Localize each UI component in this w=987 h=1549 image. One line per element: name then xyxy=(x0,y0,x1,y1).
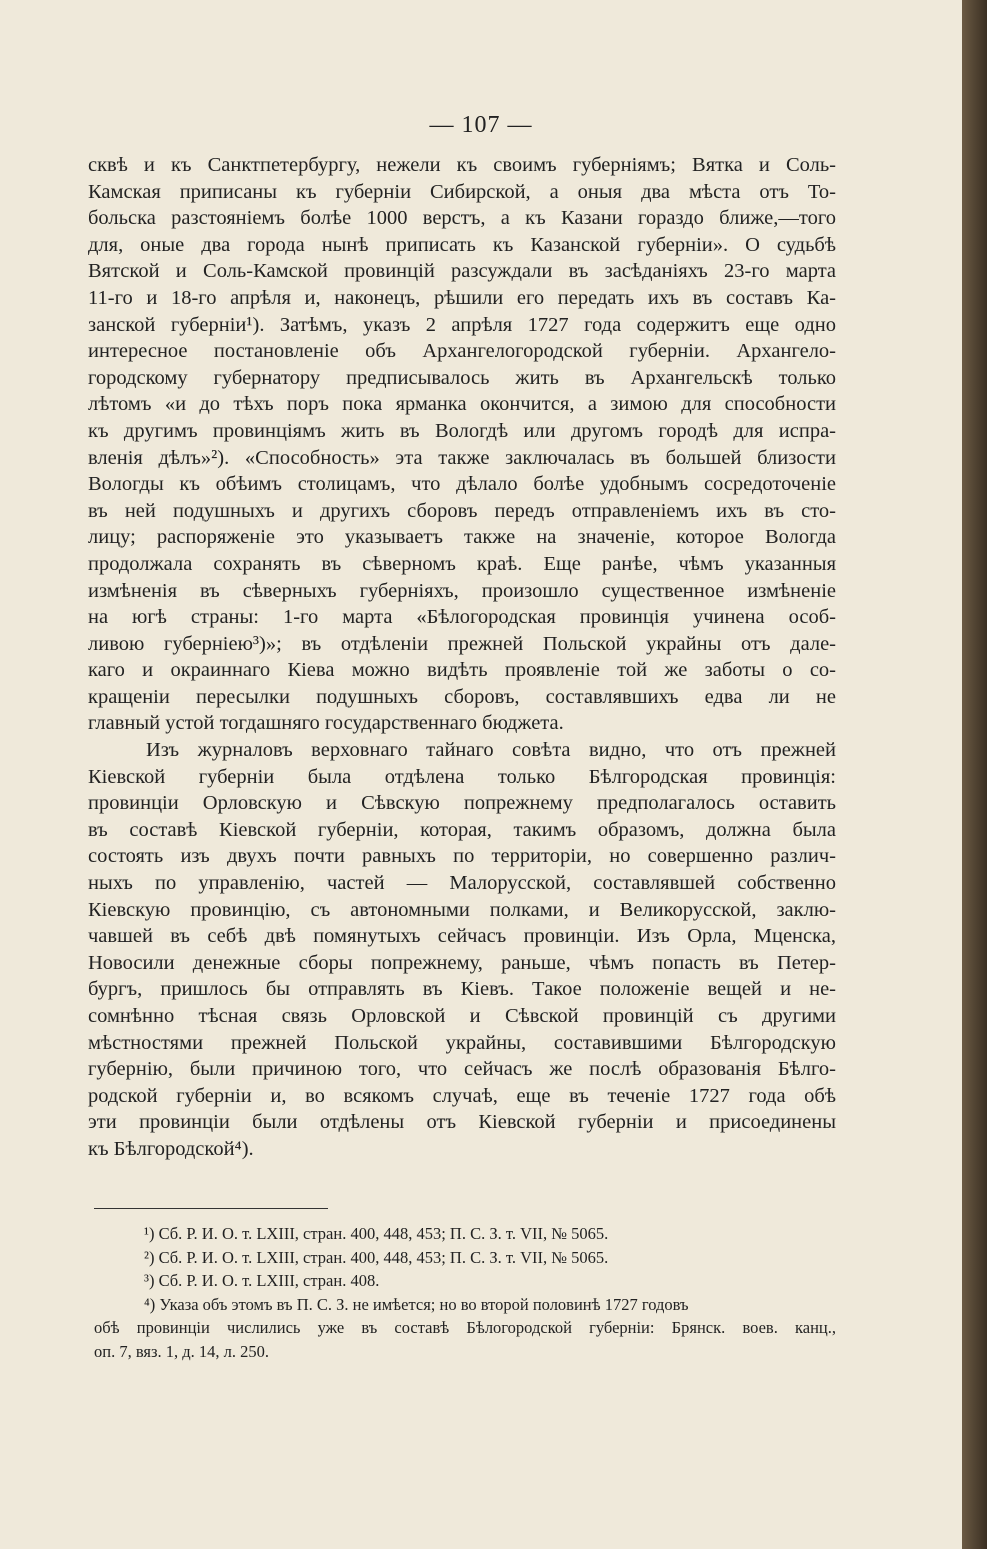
text-line: Изъ журналовъ верховнаго тайнаго совѣта видно, что отъ прежней xyxy=(146,739,836,762)
text-line: губернію, были причиною того, что сейчасъ же послѣ образованія Бѣлго- xyxy=(88,1058,836,1081)
footnote-divider xyxy=(94,1208,328,1209)
footnote: ²) Сб. Р. И. О. т. LXIII, стран. 400, 448, 453; П. С. З. т. VII, № 5065. xyxy=(144,1247,609,1267)
text-line: на югѣ страны: 1-го марта «Бѣлогородская провинція учинена особ- xyxy=(88,606,836,629)
text-line: бургъ, пришлось бы отправлять въ Кіевъ. Такое положеніе вещей и не- xyxy=(88,978,836,1001)
text-line: родской губерніи и, во всякомъ случаѣ, еще въ теченіе 1727 года обѣ xyxy=(88,1084,836,1107)
text-line: ливою губерніею³)»; въ отдѣленіи прежней Польской украйны отъ дале- xyxy=(88,632,836,655)
text-line: измѣненія въ сѣверныхъ губерніяхъ, произошло существенное измѣненіе xyxy=(88,579,836,602)
footnote: ¹) Сб. Р. И. О. т. LXIII, стран. 400, 448, 453; П. С. З. т. VII, № 5065. xyxy=(144,1224,609,1243)
text-line: состоять изъ двухъ почти равныхъ по территоріи, но совершенно различ- xyxy=(88,845,836,868)
footnote-continuation: обѣ провинціи числились уже въ составѣ Бѣлогородской губерніи: Брянск. воев. канц., xyxy=(94,1318,836,1337)
text-line: занской губерніи¹). Затѣмъ, указъ 2 апрѣля 1727 года содержитъ еще одно xyxy=(88,313,836,336)
text-line: интересное постановленіе объ Архангелогородской губерніи. Архангело- xyxy=(88,340,836,363)
text-line: кращеніи пересылки подушныхъ сборовъ, составлявшихъ едва ли не xyxy=(88,685,836,708)
text-line: каго и окраиннаго Кіева можно видѣть проявленіе той же заботы о со- xyxy=(88,659,836,682)
footnote-continuation: оп. 7, вяз. 1, д. 14, л. 250. xyxy=(94,1341,270,1361)
text-line: городскому губернатору предписывалось жить въ Архангельскѣ только xyxy=(88,366,836,389)
text-line: главный устой тогдашняго государственнаго бюджета. xyxy=(88,712,564,735)
text-line: чавшей въ себѣ двѣ помянутыхъ сейчасъ провинціи. Изъ Орла, Мценска, xyxy=(88,925,836,948)
body-text xyxy=(88,152,836,1163)
footnote: ⁴) Указа объ этомъ въ П. С. З. не имѣется; но во второй половинѣ 1727 годовъ xyxy=(144,1294,689,1314)
text-line: Кіевской губерніи была отдѣлена только Бѣлгородская провинція: xyxy=(88,765,836,788)
text-line: Вологды къ обѣимъ столицамъ, что дѣлало болѣе удобнымъ сосредоточеніе xyxy=(88,473,836,496)
text-line: Вятской и Соль-Камской провинцій разсуждали въ засѣданіяхъ 23-го марта xyxy=(88,260,836,283)
text-line: Кіевскую провинцію, съ автономными полками, и Великорусской, заклю- xyxy=(88,898,836,921)
text-line: больска разстояніемъ болѣе 1000 верстъ, а къ Казани гораздо ближе,—того xyxy=(88,207,836,230)
text-line: провинціи Орловскую и Сѣвскую попрежнему предполагалось оставить xyxy=(88,792,836,815)
text-line: къ другимъ провинціямъ жить въ Вологдѣ или другомъ городѣ для испра- xyxy=(88,419,836,442)
text-line: ныхъ по управленію, частей — Малорусской, составлявшей собственно xyxy=(88,872,836,895)
text-line: въ ней подушныхъ и другихъ сборовъ передъ отправленіемъ ихъ въ сто- xyxy=(88,499,836,522)
text-line: эти провинціи были отдѣлены отъ Кіевской губерніи и присоединены xyxy=(88,1111,836,1134)
text-line: въ составѣ Кіевской губерніи, которая, такимъ образомъ, должна была xyxy=(88,818,836,841)
text-line: лицу; распоряженіе это указываетъ также на значеніе, которое Вологда xyxy=(88,526,836,549)
text-line: 11-го и 18-го апрѣля и, наконецъ, рѣшили его передать ихъ въ составъ Ка- xyxy=(88,286,836,309)
text-line: сквѣ и къ Санктпетербургу, нежели къ своимъ губерніямъ; Вятка и Соль- xyxy=(88,154,836,176)
text-line: мѣстностями прежней Польской украйны, составившими Бѣлгородскую xyxy=(88,1031,836,1054)
page-number: — 107 — xyxy=(429,112,533,138)
text-line: для, оные два города нынѣ приписать къ Казанской губерніи». О судьбѣ xyxy=(88,233,836,256)
footnotes xyxy=(94,1222,836,1363)
text-line: продолжала сохранять въ сѣверномъ краѣ. Еще ранѣе, чѣмъ указанныя xyxy=(88,552,836,575)
text-line: къ Бѣлгородской⁴). xyxy=(88,1137,254,1160)
footnote: ³) Сб. Р. И. О. т. LXIII, стран. 408. xyxy=(144,1271,380,1290)
text-line: лѣтомъ «и до тѣхъ поръ пока ярманка окончится, а зимою для способности xyxy=(88,393,836,416)
book-spine-edge xyxy=(962,0,987,1549)
text-line: вленія дѣлъ»²). «Способность» эта также заключалась въ большей близости xyxy=(88,446,836,469)
text-line: Камская приписаны къ губерніи Сибирской, а оныя два мѣста отъ То- xyxy=(88,180,836,203)
text-line: сомнѣнно тѣсная связь Орловской и Сѣвской провинцій съ другими xyxy=(88,1005,836,1027)
text-line: Новосили денежные сборы попрежнему, раньше, чѣмъ попасть въ Петер- xyxy=(88,951,836,974)
